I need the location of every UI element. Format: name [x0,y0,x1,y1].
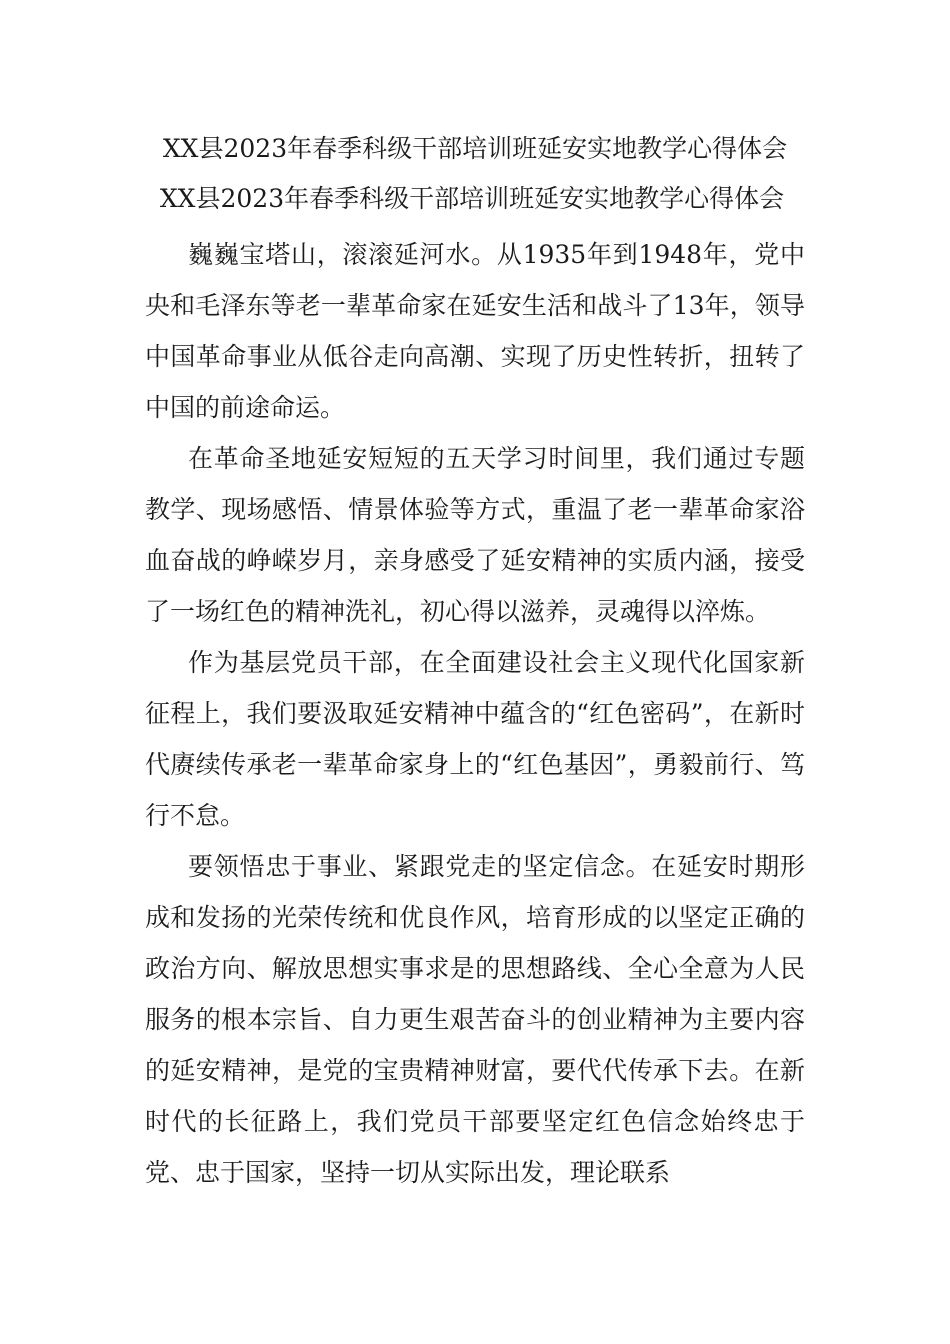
document-title-repeat: XX县2023年春季科级干部培训班延安实地教学心得体会 [159,184,785,213]
paragraph-study: 在革命圣地延安短短的五天学习时间里，我们通过专题教学、现场感悟、情景体验等方式，重温了老一辈革命家浴血奋战的峥嵘岁月，亲身感受了延安精神的实质内涵，接受了一场红色的精神洗礼，初心得以滋养，灵魂得以淬炼。 [145,444,805,626]
paragraph-cadre: 作为基层党员干部，在全面建设社会主义现代化国家新征程上，我们要汲取延安精神中蕴含的“红色密码”，在新时代赓续传承老一辈革命家身上的“红色基因”，勇毅前行、笃行不怠。 [145,648,805,830]
paragraph-intro: 巍巍宝塔山，滚滚延河水。从1935年到1948年，党中央和毛泽东等老一辈革命家在延安生活和战斗了13年，领导中国革命事业从低谷走向高潮、实现了历史性转折，扭转了中国的前途命运。 [145,240,805,422]
document-title: XX县2023年春季科级干部培训班延安实地教学心得体会 [162,134,788,163]
document-body [145,229,805,1198]
paragraph-belief: 要领悟忠于事业、紧跟党走的坚定信念。在延安时期形成和发扬的光荣传统和优良作风，培育形成的以坚定正确的政治方向、解放思想实事求是的思想路线、全心全意为人民服务的根本宗旨、自力更生艰苦奋斗的创业精神为主要内容的延安精神，是党的宝贵精神财富，要代代传承下去。在新时代的长征路上，我们党员干部要坚定红色信念始终忠于党、忠于国家，坚持一切从实际出发，理论联系 [145,852,805,1187]
